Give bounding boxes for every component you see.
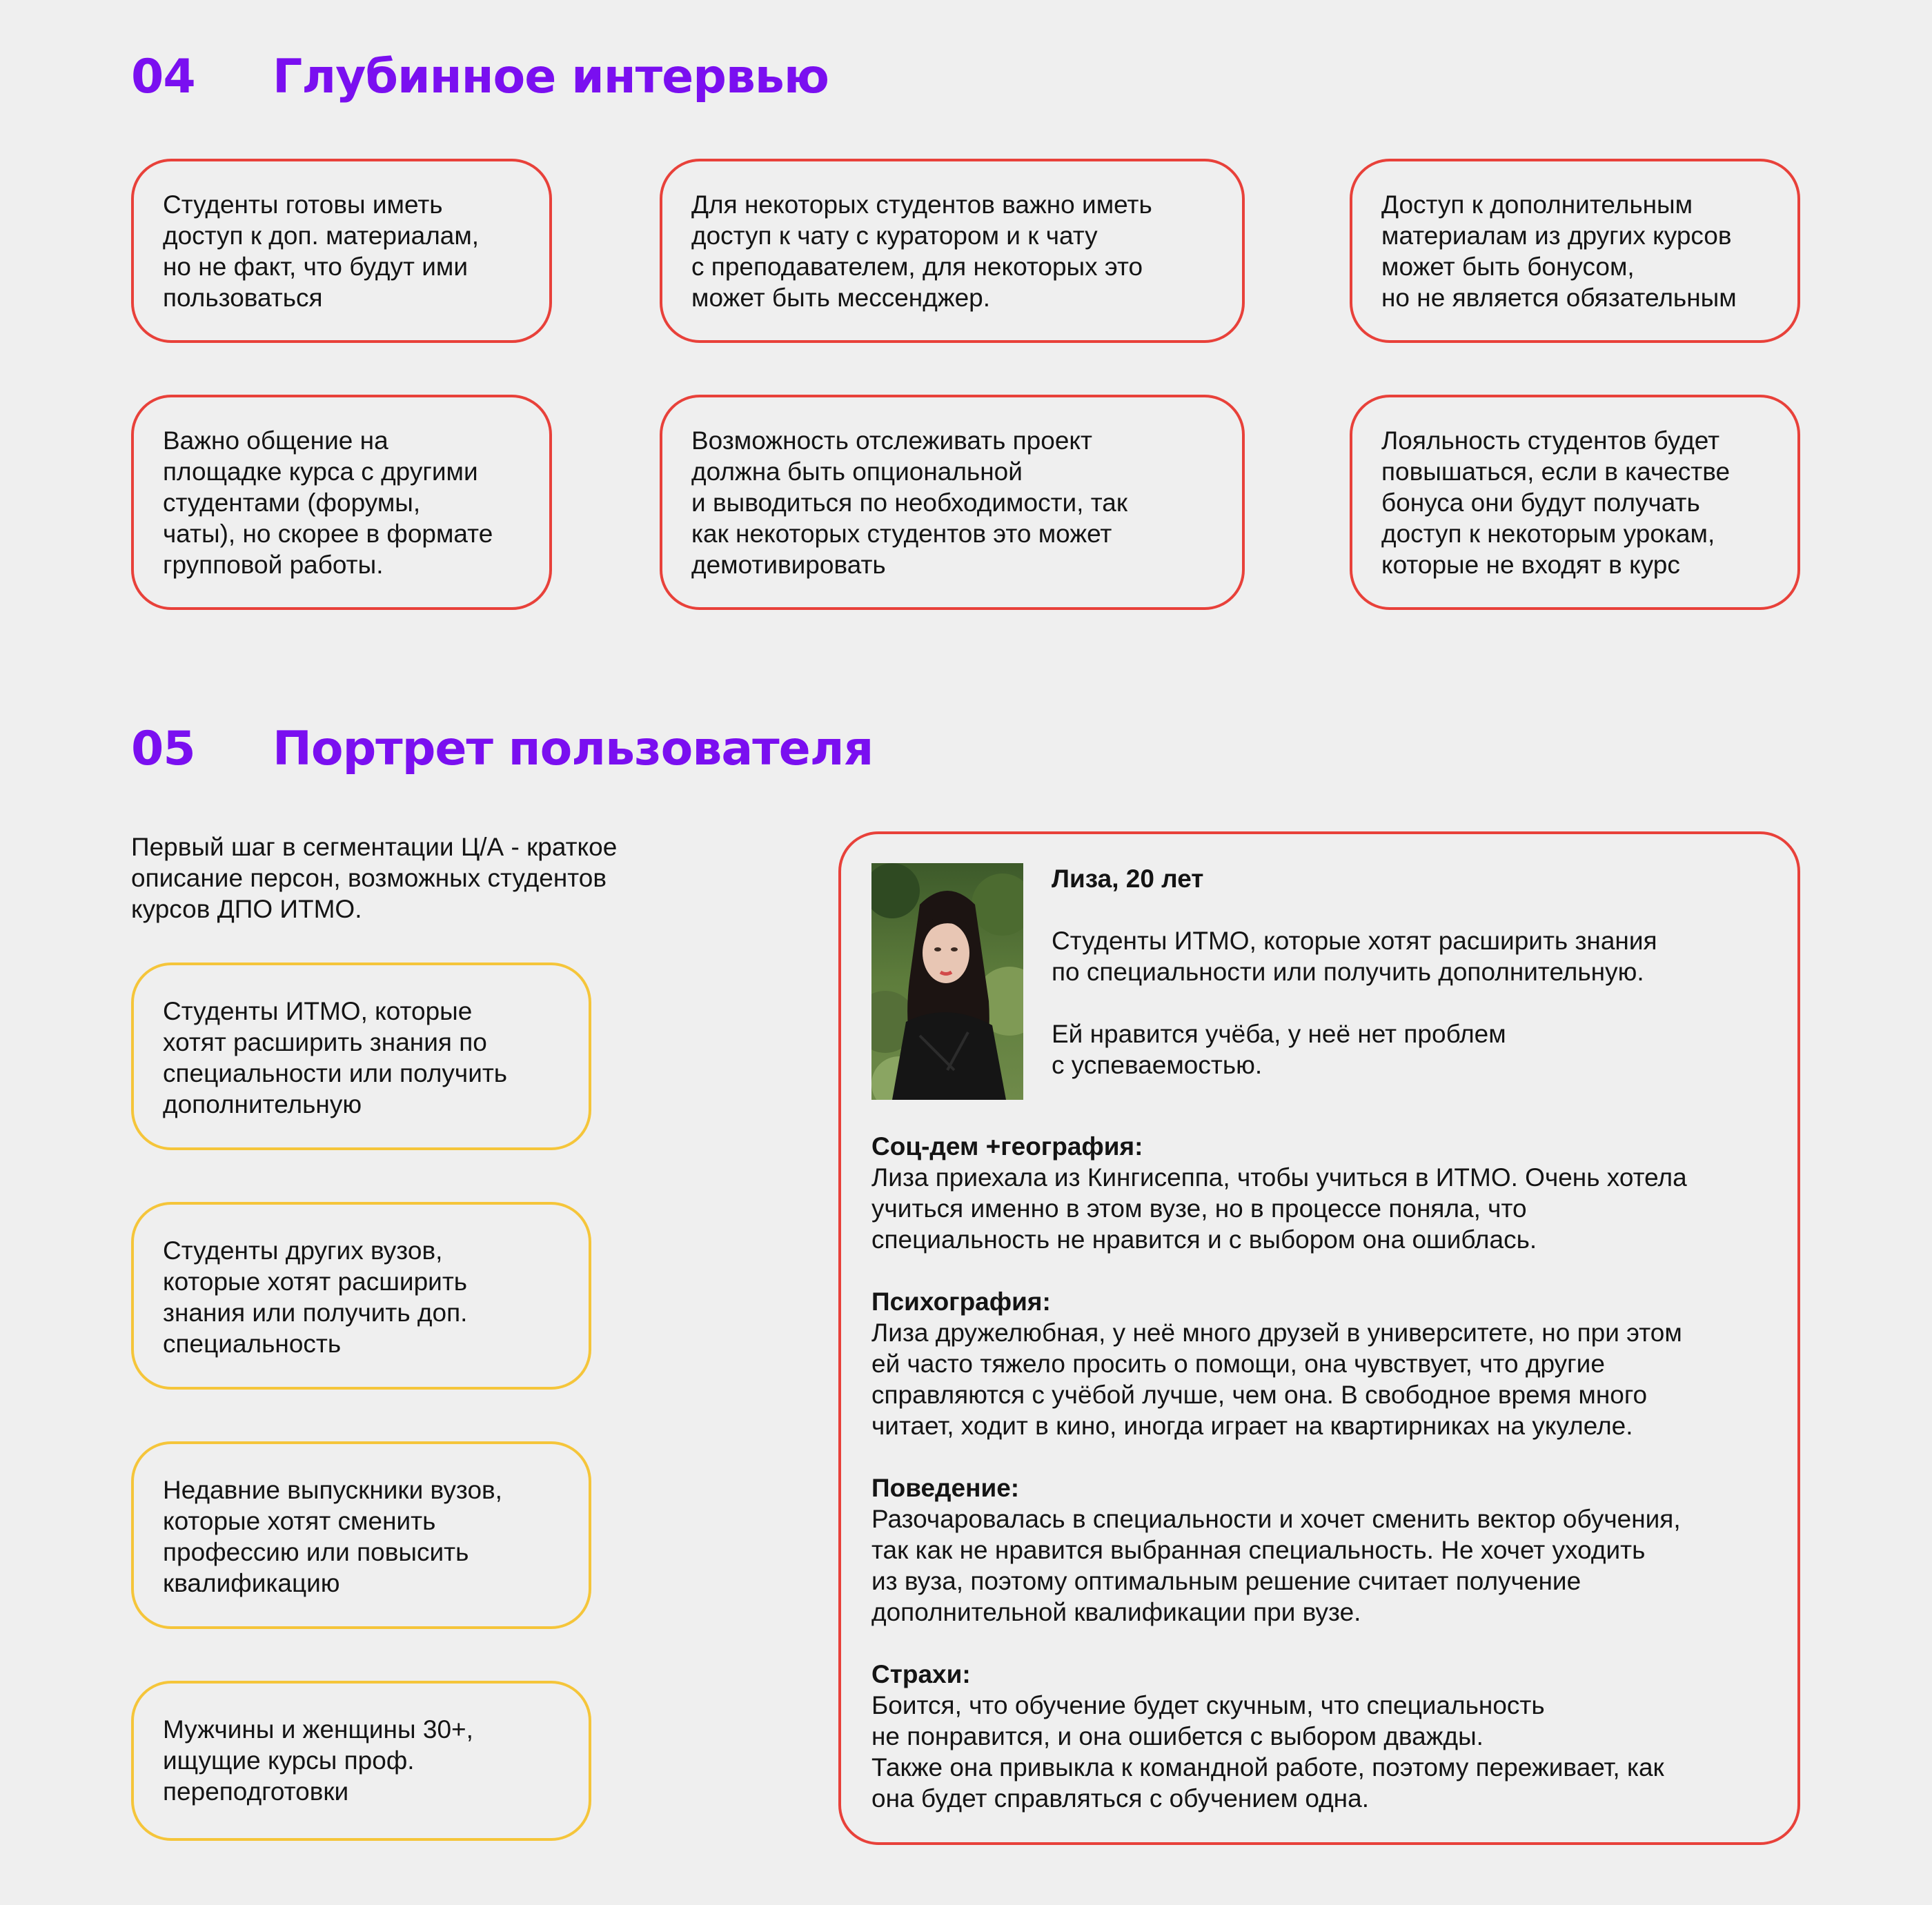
block-text: Разочаровалась в специальности и хочет сменить вектор обучения, так как не нравится выбранная специальность. Не хочет уходить из вуза, поэтому оптимальным решение считает получение дополнительной квалификации при вузе. — [871, 1505, 1681, 1626]
segmentation-intro: Первый шаг в сегментации Ц/А - краткое описание персон, возможных студентов курсов ДПО ИТМО. — [131, 833, 618, 923]
persona-block — [871, 1659, 1782, 1814]
block-heading: Соц-дем +география: — [871, 1132, 1143, 1161]
section-number: 05 — [131, 722, 195, 776]
segment-card: Мужчины и женщины 30+, ищущие курсы проф. переподготовки — [131, 1681, 591, 1841]
block-heading: Психография: — [871, 1287, 1051, 1316]
insight-card: Доступ к дополнительным материалам из других курсов может быть бонусом, но не является обязательным — [1350, 159, 1800, 343]
section-title: Глубинное интервью — [273, 50, 829, 104]
block-text: Лиза приехала из Кингисеппа, чтобы учиться в ИТМО. Очень хотела учиться именно в этом вузе, но в процессе поняла, что специальность не нравится и с выбором она ошиблась. — [871, 1163, 1687, 1254]
insight-card: Студенты готовы иметь доступ к доп. материалам, но не факт, что будут ими пользоваться — [131, 159, 552, 343]
insight-card: Лояльность студентов будет повышаться, если в качестве бонуса они будут получать доступ к некоторым урокам, которые не входят в курс — [1350, 395, 1800, 610]
persona-name: Лиза, 20 лет — [1052, 865, 1204, 893]
block-heading: Страхи: — [871, 1660, 971, 1688]
segment-card: Недавние выпускники вузов, которые хотят сменить профессию или повысить квалификацию — [131, 1441, 591, 1629]
block-heading: Поведение: — [871, 1474, 1020, 1502]
section-04-heading — [131, 50, 829, 104]
persona-note: Ей нравится учёба, у неё нет проблем с успеваемостью. — [1052, 1020, 1506, 1079]
insight-card: Возможность отслеживать проект должна быть опциональной и выводиться по необходимости, так как некоторых студентов это может демотивировать — [660, 395, 1245, 610]
section-title: Портрет пользователя — [273, 722, 874, 776]
persona-block — [871, 1472, 1782, 1628]
persona-description: Студенты ИТМО, которые хотят расширить знания по специальности или получить дополнительную. — [1052, 927, 1657, 986]
segment-card: Студенты ИТМО, которые хотят расширить знания по специальности или получить дополнительную — [131, 963, 591, 1150]
section-number: 04 — [131, 50, 195, 104]
block-text: Боится, что обучение будет скучным, что специальность не понравится, и она ошибется с выбором дважды. Также она привыкла к командной работе, поэтому переживает, как она будет справляться с обучением одна. — [871, 1691, 1664, 1813]
persona-details — [871, 1131, 1782, 1845]
persona-summary — [1052, 863, 1776, 1112]
insight-card: Важно общение на площадке курса с другими студентами (форумы, чаты), но скорее в формате групповой работы. — [131, 395, 552, 610]
persona-card — [838, 831, 1800, 1845]
persona-photo — [871, 863, 1023, 1100]
block-text: Лиза дружелюбная, у неё много друзей в университете, но при этом ей часто тяжело просить о помощи, она чувствует, что другие справляются с учёбой лучше, чем она. В свободное время много читает, ходит в кино, иногда играет на квартирниках на укулеле. — [871, 1319, 1682, 1440]
insight-card: Для некоторых студентов важно иметь доступ к чату с куратором и к чату с преподавателем, для некоторых это может быть мессенджер. — [660, 159, 1245, 343]
persona-block — [871, 1131, 1782, 1255]
section-05-heading — [131, 722, 873, 776]
segment-card: Студенты других вузов, которые хотят расширить знания или получить доп. специальность — [131, 1202, 591, 1390]
persona-block — [871, 1286, 1782, 1441]
